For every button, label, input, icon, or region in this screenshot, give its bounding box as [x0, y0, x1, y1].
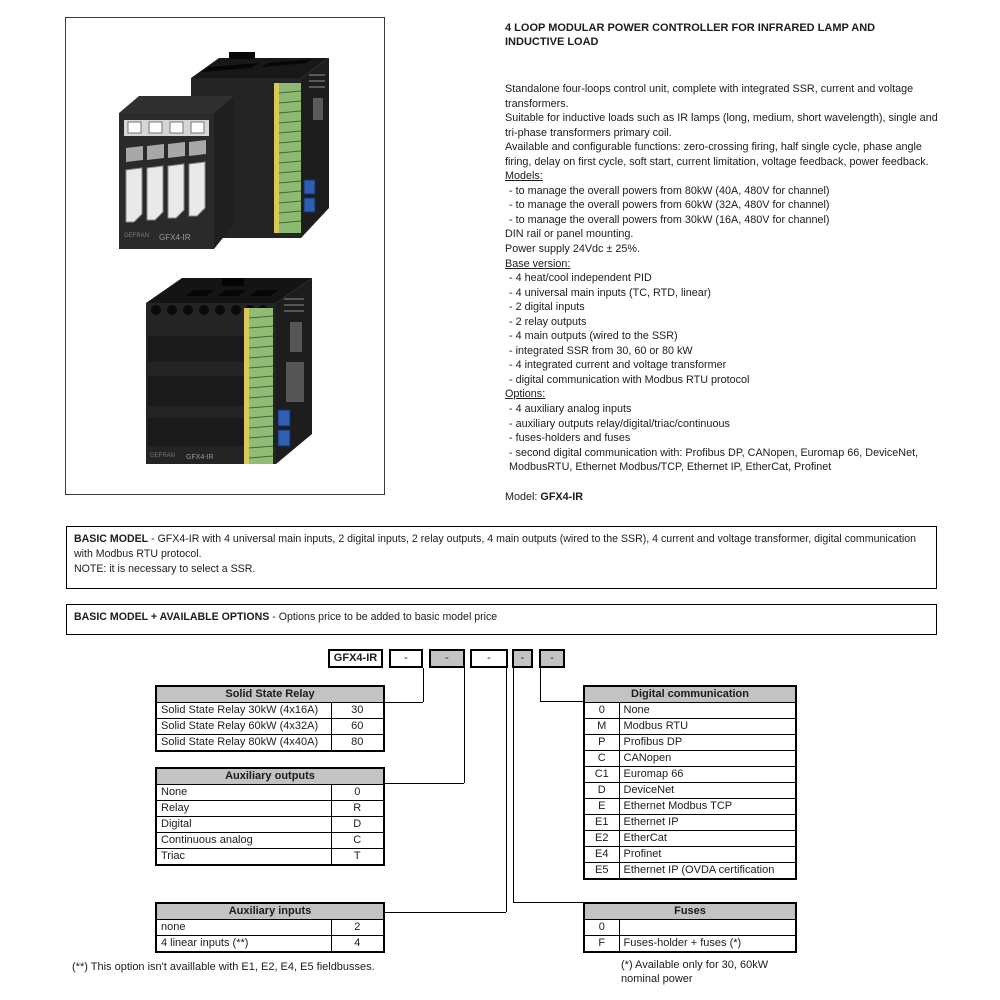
row-label-cell: 4 linear inputs (**) [156, 936, 331, 953]
ordering-code-slot-3: - [470, 649, 508, 668]
base-item: - digital communication with Modbus RTU protocol [509, 373, 750, 386]
table-row [584, 751, 796, 767]
aux-inputs-table-header: Auxiliary inputs [156, 903, 384, 920]
option-item: - 4 auxiliary analog inputs [509, 403, 632, 416]
base-item: - integrated SSR from 30, 60 or 80 kW [509, 344, 693, 357]
row-code-cell: C [584, 751, 619, 767]
row-label-cell [619, 920, 796, 936]
table-row [584, 815, 796, 831]
row-code-cell: 2 [331, 920, 384, 936]
base-version-heading: Base version: [505, 257, 571, 270]
ordering-code-slot-2: - [429, 649, 465, 668]
description-paragraph: Available and configurable functions: zero-crossing firing, half single cycle, phase angle firing, delay on first cycle, soft start, current limitation, voltage feedback, power feedback. [505, 141, 929, 168]
table-row [156, 801, 384, 817]
connector-ssr-h [383, 702, 423, 703]
model-label-top: GFX4-IR [159, 233, 191, 242]
basic-model-title: BASIC MODEL [74, 533, 149, 545]
model-line [505, 491, 583, 503]
table-row [156, 833, 384, 849]
connector-fuses-v [513, 668, 514, 902]
row-label-cell: Triac [156, 849, 331, 866]
ssr-table [155, 685, 385, 752]
row-code-cell: D [584, 783, 619, 799]
row-label-cell: Ethernet IP (OVDA certification [619, 863, 796, 880]
row-label-cell: CANopen [619, 751, 796, 767]
page-title: 4 LOOP MODULAR POWER CONTROLLER FOR INFRARED LAMP AND INDUCTIVE LOAD [505, 22, 876, 48]
description-column [505, 22, 942, 475]
table-row [584, 831, 796, 847]
table-row [584, 735, 796, 751]
model-item: - to manage the overall powers from 80kW (40A, 480V for channel) [509, 184, 830, 197]
table-row [156, 849, 384, 866]
footnote-aux-inputs: (**) This option isn't availlable with E1, E2, E4, E5 fieldbusses. [72, 961, 375, 973]
row-label-cell: Ethernet IP [619, 815, 796, 831]
row-code-cell: E1 [584, 815, 619, 831]
terminal-strip-yellow [244, 308, 249, 464]
table-row [156, 719, 384, 735]
row-code-cell: E5 [584, 863, 619, 880]
fuses-table [583, 902, 797, 953]
table-row [156, 817, 384, 833]
description-paragraph: Suitable for inductive loads such as IR lamps (long, medium, short wavelength), single and tri-phase transformers primary coil. [505, 112, 938, 139]
available-options-title: BASIC MODEL + AVAILABLE OPTIONS [74, 611, 270, 623]
row-code-cell: C1 [584, 767, 619, 783]
row-label-cell: Euromap 66 [619, 767, 796, 783]
option-item: - fuses-holders and fuses [509, 432, 631, 445]
ordering-code-slot-4: - [512, 649, 533, 668]
connector-aux-inputs-v [506, 668, 507, 912]
base-item: - 2 digital inputs [509, 301, 585, 314]
brand-label-bottom: GEFRAN [150, 453, 176, 459]
row-code-cell: F [584, 936, 619, 953]
base-item: - 2 relay outputs [509, 315, 587, 328]
basic-model-section [66, 526, 937, 589]
row-label-cell: Solid State Relay 60kW (4x32A) [156, 719, 331, 735]
mounting-line: DIN rail or panel mounting. [505, 228, 634, 241]
model-item: - to manage the overall powers from 60kW (32A, 480V for channel) [509, 199, 830, 212]
basic-model-note: NOTE: it is necessary to select a SSR. [74, 563, 256, 575]
row-code-cell: E4 [584, 847, 619, 863]
row-code-cell: T [331, 849, 384, 866]
row-code-cell: 60 [331, 719, 384, 735]
row-label-cell: None [156, 785, 331, 801]
row-label-cell: Profibus DP [619, 735, 796, 751]
option-item: - auxiliary outputs relay/digital/triac/continuous [509, 417, 730, 430]
connector-aux-outputs-h [383, 783, 464, 784]
brand-label-top: GEFRAN [124, 233, 150, 239]
connector-aux-outputs-v [464, 668, 465, 783]
base-item: - 4 heat/cool independent PID [509, 272, 652, 285]
connector-digital-comm-h [540, 701, 583, 702]
option-item: - second digital communication with: Profibus DP, CANopen, Euromap 66, DeviceNet, ModbusRTU, Ethernet Modbus/TCP, Ethernet IP, EtherCat, Profinet [509, 446, 919, 474]
available-options-text: - Options price to be added to basic model price [269, 611, 498, 623]
row-code-cell: M [584, 719, 619, 735]
row-code-cell: 30 [331, 703, 384, 719]
digital-comm-table-header: Digital communication [584, 686, 796, 703]
base-item: - 4 main outputs (wired to the SSR) [509, 330, 678, 343]
row-code-cell: E [584, 799, 619, 815]
row-code-cell: 4 [331, 936, 384, 953]
table-row [584, 863, 796, 880]
base-item: - 4 integrated current and voltage transformer [509, 359, 727, 372]
row-label-cell: Profinet [619, 847, 796, 863]
row-label-cell: Ethernet Modbus TCP [619, 799, 796, 815]
base-item: - 4 universal main inputs (TC, RTD, linear) [509, 286, 712, 299]
models-heading: Models: [505, 170, 543, 183]
table-row [584, 936, 796, 953]
row-code-cell: E2 [584, 831, 619, 847]
row-code-cell: 80 [331, 735, 384, 752]
terminal-strip-yellow [274, 83, 279, 233]
connector-digital-comm-v [540, 668, 541, 701]
basic-model-text: - GFX4-IR with 4 universal main inputs, 2 digital inputs, 2 relay outputs, 4 main outputs (wired to the SSR), 4 current and voltage transformer, digital communication with Modbus RTU protocol. [74, 533, 916, 560]
table-row [156, 785, 384, 801]
row-label-cell: None [619, 703, 796, 719]
table-row [584, 719, 796, 735]
ordering-code-slot-5: - [539, 649, 565, 668]
row-code-cell: 0 [584, 703, 619, 719]
table-row [156, 703, 384, 719]
row-code-cell: D [331, 817, 384, 833]
fuses-table-header: Fuses [584, 903, 796, 920]
power-supply-line: Power supply 24Vdc ± 25%. [505, 243, 640, 256]
row-label-cell: Fuses-holder + fuses (*) [619, 936, 796, 953]
fuse-module-top [119, 96, 234, 113]
table-row [156, 735, 384, 752]
row-code-cell: P [584, 735, 619, 751]
model-label-bottom: GFX4-IR [186, 454, 214, 461]
row-label-cell: EtherCat [619, 831, 796, 847]
options-heading: Options: [505, 388, 546, 401]
table-row [584, 703, 796, 719]
row-code-cell: C [331, 833, 384, 849]
aux-inputs-table [155, 902, 385, 953]
digital-comm-table [583, 685, 797, 880]
terminal-strip-green [279, 83, 301, 233]
table-row [156, 920, 384, 936]
row-label-cell: Relay [156, 801, 331, 817]
table-row [584, 767, 796, 783]
ordering-code-model-box: GFX4-IR [328, 649, 383, 668]
product-photo-top [101, 28, 361, 258]
table-row [156, 936, 384, 953]
row-label-cell: DeviceNet [619, 783, 796, 799]
connector-fuses-h [513, 902, 583, 903]
product-image-frame [65, 17, 385, 495]
row-code-cell: 0 [331, 785, 384, 801]
row-label-cell: Solid State Relay 80kW (4x40A) [156, 735, 331, 752]
connector-aux-inputs-h [384, 912, 506, 913]
row-label-cell: none [156, 920, 331, 936]
table-row [584, 783, 796, 799]
ssr-table-header: Solid State Relay [156, 686, 384, 703]
model-label: Model: [505, 491, 538, 503]
row-label-cell: Modbus RTU [619, 719, 796, 735]
aux-outputs-table [155, 767, 385, 866]
model-value: GFX4-IR [540, 491, 584, 503]
ordering-code-slot-1: - [389, 649, 423, 668]
aux-outputs-table-header: Auxiliary outputs [156, 768, 384, 785]
fuse-module-right [214, 96, 234, 249]
description-paragraph: Standalone four-loops control unit, complete with integrated SSR, current and voltage transformers. [505, 83, 914, 110]
connector-ssr-v [423, 668, 424, 702]
description-text [505, 82, 942, 475]
model-item: - to manage the overall powers from 30kW (16A, 480V for channel) [509, 213, 830, 226]
row-code-cell: 0 [584, 920, 619, 936]
row-label-cell: Continuous analog [156, 833, 331, 849]
row-label-cell: Digital [156, 817, 331, 833]
table-row [584, 920, 796, 936]
available-options-section [66, 604, 937, 635]
product-photo-bottom [126, 258, 356, 483]
footnote-fuses: (*) Available only for 30, 60kW nominal power [621, 959, 769, 985]
table-row [584, 847, 796, 863]
row-label-cell: Solid State Relay 30kW (4x16A) [156, 703, 331, 719]
row-code-cell: R [331, 801, 384, 817]
table-row [584, 799, 796, 815]
